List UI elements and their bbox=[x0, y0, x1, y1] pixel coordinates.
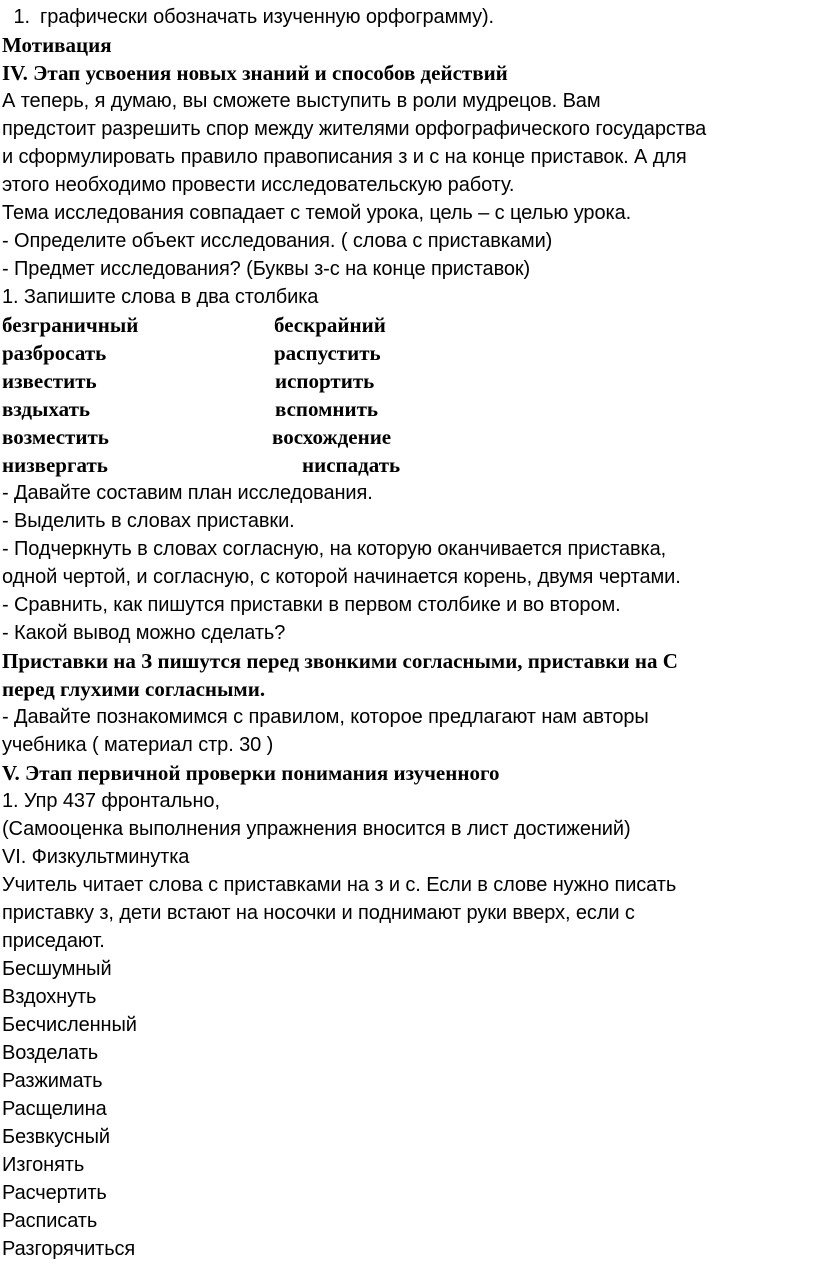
section-6-line: приставку з, дети встают на носочки и поднимают руки вверх, если с bbox=[2, 902, 635, 924]
section-5-line: 1. Упр 437 фронтально, bbox=[2, 790, 220, 812]
word-right: ниспадать bbox=[302, 453, 401, 477]
word-left: безграничный bbox=[2, 313, 139, 337]
section-5-line: (Самооценка выполнения упражнения вносится в лист достижений) bbox=[2, 818, 631, 840]
exercise-word: Расчертить bbox=[2, 1182, 107, 1204]
rule-conclusion-line: перед глухими согласными. bbox=[2, 677, 266, 701]
word-left: разбросать bbox=[2, 341, 107, 365]
exercise-word: Разжимать bbox=[2, 1070, 103, 1092]
exercise-word: Бесшумный bbox=[2, 958, 112, 980]
exercise-word: Бесчисленный bbox=[2, 1014, 137, 1036]
plan-line: - Сравнить, как пишутся приставки в первом столбике и во втором. bbox=[2, 594, 621, 616]
paragraph-line: и сформулировать правило правописания з и с на конце приставок. А для bbox=[2, 146, 687, 168]
word-left: возместить bbox=[2, 425, 109, 449]
plan-line: - Давайте составим план исследования. bbox=[2, 482, 373, 504]
plan-line: - Выделить в словах приставки. bbox=[2, 510, 295, 532]
exercise-word: Разгорячиться bbox=[2, 1238, 136, 1260]
research-subject-line: - Предмет исследования? (Буквы з-с на конце приставок) bbox=[2, 258, 531, 280]
plan-line: - Какой вывод можно сделать? bbox=[2, 622, 286, 644]
word-right: бескрайний bbox=[274, 313, 386, 337]
exercise-word: Изгонять bbox=[2, 1154, 85, 1176]
list-number: 1. bbox=[13, 6, 30, 28]
plan-line: - Подчеркнуть в словах согласную, на которую оканчивается приставка, bbox=[2, 538, 667, 560]
section-6-line: приседают. bbox=[2, 930, 105, 952]
word-right: вспомнить bbox=[275, 397, 379, 421]
rule-conclusion-line: Приставки на З пишутся перед звонкими согласными, приставки на С bbox=[2, 649, 678, 673]
paragraph-line: предстоит разрешить спор между жителями орфографического государства bbox=[2, 118, 707, 140]
textbook-line: учебника ( материал стр. 30 ) bbox=[2, 734, 274, 756]
word-left: известить bbox=[2, 369, 97, 393]
word-right: испортить bbox=[275, 369, 375, 393]
section-4-heading: IV. Этап усвоения новых знаний и способов действий bbox=[2, 61, 508, 85]
exercise-word: Безвкусный bbox=[2, 1126, 110, 1148]
word-left: вздыхать bbox=[2, 397, 91, 421]
motivation-heading: Мотивация bbox=[2, 33, 112, 57]
research-topic-line: Тема исследования совпадает с темой урока, цель – с целью урока. bbox=[2, 202, 632, 224]
word-right: восхождение bbox=[272, 425, 392, 449]
task-line: 1. Запишите слова в два столбика bbox=[2, 286, 319, 308]
exercise-word: Возделать bbox=[2, 1042, 99, 1064]
intro-list-item bbox=[0, 3, 494, 31]
exercise-word: Расписать bbox=[2, 1210, 98, 1232]
exercise-word: Расщелина bbox=[2, 1098, 107, 1120]
plan-line: одной чертой, и согласную, с которой начинается корень, двумя чертами. bbox=[2, 566, 681, 588]
section-5-heading: V. Этап первичной проверки понимания изученного bbox=[2, 761, 500, 785]
research-object-line: - Определите объект исследования. ( слова с приставками) bbox=[2, 230, 553, 252]
textbook-line: - Давайте познакомимся с правилом, которое предлагают нам авторы bbox=[2, 706, 649, 728]
exercise-word: Вздохнуть bbox=[2, 986, 97, 1008]
section-6-line: Учитель читает слова с приставками на з и с. Если в слове нужно писать bbox=[2, 874, 677, 896]
paragraph-line: А теперь, я думаю, вы сможете выступить в роли мудрецов. Вам bbox=[2, 90, 601, 112]
word-right: распустить bbox=[274, 341, 381, 365]
paragraph-line: этого необходимо провести исследовательскую работу. bbox=[2, 174, 515, 196]
list-text: графически обозначать изученную орфограмму). bbox=[40, 6, 495, 28]
word-left: низвергать bbox=[2, 453, 108, 477]
section-6-heading: VI. Физкультминутка bbox=[2, 846, 190, 868]
